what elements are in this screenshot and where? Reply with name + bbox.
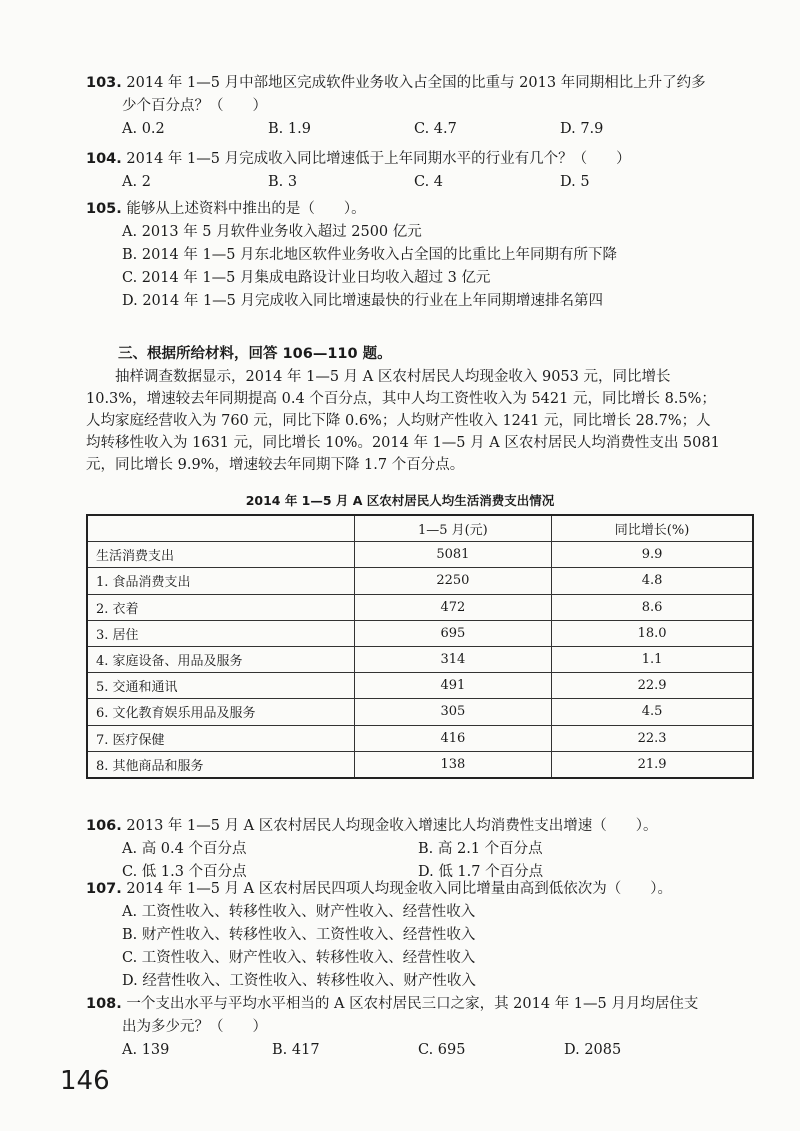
row-growth: 4.8: [552, 568, 753, 594]
options-row: [86, 838, 766, 861]
material-line: 10.3%，增速较去年同期提高 0.4 个百分点，其中人均工资性收入为 5421 元，同比增长 8.5%；: [86, 391, 716, 407]
row-label: 生活消费支出: [87, 542, 354, 568]
row-amount: 416: [354, 725, 551, 751]
question-number: 104.: [86, 151, 122, 167]
table-row: [87, 542, 753, 568]
question-text: 一个支出水平与平均水平相当的 A 区农村居民三口之家，其 2014 年 1—5 月月均居住支: [126, 996, 699, 1012]
table-row: [87, 725, 753, 751]
row-amount: 314: [354, 646, 551, 672]
table-title: 2014 年 1—5 月 A 区农村居民人均生活消费支出情况: [245, 493, 555, 508]
row-amount: 491: [354, 673, 551, 699]
option-a[interactable]: A. 工资性收入、转移性收入、财产性收入、经营性收入: [122, 904, 476, 920]
question-106-stem: [86, 815, 766, 838]
option-b[interactable]: B. 417: [272, 1042, 320, 1058]
option-a[interactable]: A. 139: [122, 1042, 170, 1058]
row-growth: 4.5: [552, 699, 753, 725]
option-a[interactable]: A. 0.2: [122, 121, 165, 137]
material-line: 均转移性收入为 1631 元，同比增长 10%。2014 年 1—5 月 A 区农村居民人均消费性支出 5081: [86, 435, 720, 451]
row-label: 1. 食品消费支出: [87, 568, 354, 594]
question-105: [86, 198, 766, 313]
row-amount: 2250: [354, 568, 551, 594]
option-c[interactable]: C. 工资性收入、财产性收入、转移性收入、经营性收入: [122, 950, 476, 966]
row-label: 3. 居住: [87, 620, 354, 646]
option-d[interactable]: D. 2085: [564, 1042, 622, 1058]
option-d[interactable]: D. 7.9: [560, 121, 604, 137]
option-d[interactable]: D. 2014 年 1—5 月完成收入同比增速最快的行业在上年同期增速排名第四: [122, 293, 604, 309]
option-c[interactable]: C. 695: [418, 1042, 466, 1058]
question-103: [86, 72, 766, 141]
table-row: [87, 751, 753, 778]
question-108-stem: [86, 993, 766, 1016]
table-header-cell: [87, 515, 354, 542]
page-number: 146: [60, 1066, 110, 1096]
question-text: 2013 年 1—5 月 A 区农村居民人均现金收入增速比人均消费性支出增速（ ）。: [126, 818, 658, 834]
question-106: [86, 815, 766, 884]
option-a[interactable]: A. 高 0.4 个百分点: [122, 841, 247, 857]
table-header-row: [87, 515, 753, 542]
option-c[interactable]: C. 2014 年 1—5 月集成电路设计业日均收入超过 3 亿元: [122, 270, 491, 286]
consumption-table: [86, 514, 754, 779]
material-line: 人均家庭经营收入为 760 元，同比下降 0.6%；人均财产性收入 1241 元，同比增长 28.7%；人: [86, 413, 711, 429]
row-growth: 21.9: [552, 751, 753, 778]
row-amount: 695: [354, 620, 551, 646]
row-amount: 472: [354, 594, 551, 620]
table-row: [87, 568, 753, 594]
option-c[interactable]: C. 低 1.3 个百分点: [122, 864, 247, 880]
row-label: 7. 医疗保健: [87, 725, 354, 751]
option-b[interactable]: B. 高 2.1 个百分点: [418, 841, 543, 857]
question-text: 2014 年 1—5 月中部地区完成软件业务收入占全国的比重与 2013 年同期相比上升了约多: [126, 75, 706, 91]
question-number: 106.: [86, 818, 122, 834]
question-107: [86, 878, 766, 993]
question-105-stem: [86, 198, 766, 221]
row-label: 2. 衣着: [87, 594, 354, 620]
question-text-cont: 少个百分点？（ ）: [122, 98, 267, 114]
row-label: 6. 文化教育娱乐用品及服务: [87, 699, 354, 725]
question-103-stem: [86, 72, 766, 95]
row-label: 4. 家庭设备、用品及服务: [87, 646, 354, 672]
table-row: [87, 620, 753, 646]
question-text: 2014 年 1—5 月 A 区农村居民四项人均现金收入同比增量由高到低依次为（ ）。: [126, 881, 673, 897]
question-104-stem: [86, 148, 766, 171]
options-row: [86, 171, 766, 194]
row-amount: 5081: [354, 542, 551, 568]
row-label: 8. 其他商品和服务: [87, 751, 354, 778]
question-number: 107.: [86, 881, 122, 897]
option-a[interactable]: A. 2013 年 5 月软件业务收入超过 2500 亿元: [122, 224, 422, 240]
option-b[interactable]: B. 1.9: [268, 121, 311, 137]
option-d[interactable]: D. 低 1.7 个百分点: [418, 864, 544, 880]
table-row: [87, 594, 753, 620]
options-row: [86, 118, 766, 141]
question-number: 105.: [86, 201, 122, 217]
option-d[interactable]: D. 经营性收入、工资性收入、转移性收入、财产性收入: [122, 973, 476, 989]
row-amount: 305: [354, 699, 551, 725]
question-107-stem: [86, 878, 766, 901]
question-104: [86, 148, 766, 194]
option-b[interactable]: B. 2014 年 1—5 月东北地区软件业务收入占全国的比重比上年同期有所下降: [122, 247, 618, 263]
option-b[interactable]: B. 3: [268, 174, 298, 190]
question-number: 108.: [86, 996, 122, 1012]
row-growth: 22.9: [552, 673, 753, 699]
row-amount: 138: [354, 751, 551, 778]
table-row: [87, 646, 753, 672]
row-label: 5. 交通和通讯: [87, 673, 354, 699]
material-line: 抽样调查数据显示，2014 年 1—5 月 A 区农村居民人均现金收入 9053 元，同比增长: [86, 369, 671, 385]
option-d[interactable]: D. 5: [560, 174, 590, 190]
question-108: [86, 993, 766, 1062]
material-paragraph: [86, 366, 754, 476]
table-row: [87, 699, 753, 725]
option-b[interactable]: B. 财产性收入、转移性收入、工资性收入、经营性收入: [122, 927, 476, 943]
row-growth: 22.3: [552, 725, 753, 751]
table-header-cell: 同比增长(%): [552, 515, 753, 542]
row-growth: 8.6: [552, 594, 753, 620]
section-title: 三、根据所给材料，回答 106—110 题。: [118, 346, 392, 362]
options-row: [86, 1039, 766, 1062]
option-a[interactable]: A. 2: [122, 174, 151, 190]
question-text: 2014 年 1—5 月完成收入同比增速低于上年同期水平的行业有几个？（ ）: [126, 151, 631, 167]
row-growth: 18.0: [552, 620, 753, 646]
table-row: [87, 673, 753, 699]
option-c[interactable]: C. 4: [414, 174, 444, 190]
material-line: 元，同比增长 9.9%，增速较去年同期下降 1.7 个百分点。: [86, 457, 465, 473]
row-growth: 1.1: [552, 646, 753, 672]
table-header-cell: 1—5 月(元): [354, 515, 551, 542]
row-growth: 9.9: [552, 542, 753, 568]
question-number: 103.: [86, 75, 122, 91]
question-text: 能够从上述资料中推出的是（ ）。: [126, 201, 366, 217]
question-text-cont: 出为多少元？（ ）: [122, 1019, 267, 1035]
option-c[interactable]: C. 4.7: [414, 121, 457, 137]
